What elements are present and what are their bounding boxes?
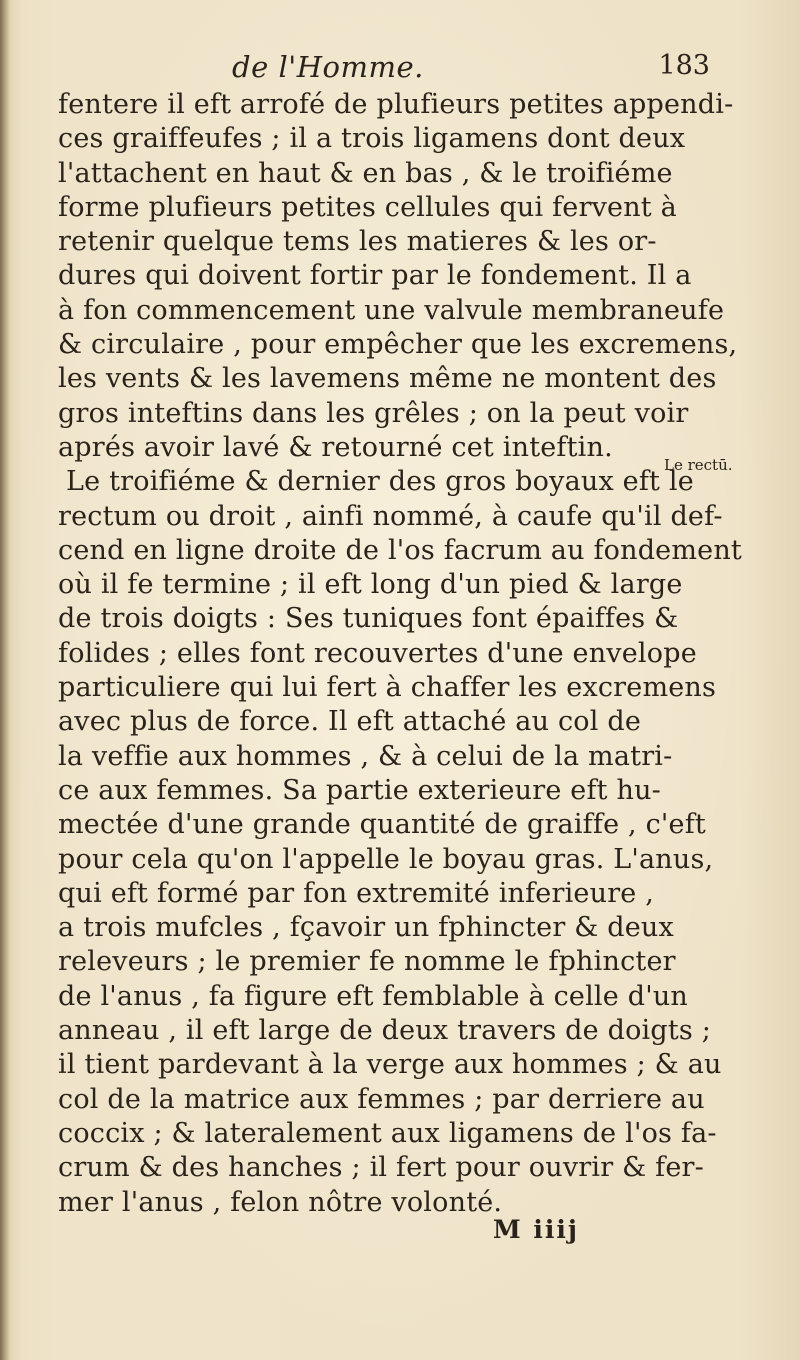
text-line: l'attachent en haut & en bas , & le troifiéme	[58, 157, 673, 189]
text-line: anneau , il eft large de deux travers de doigts ;	[58, 1015, 712, 1047]
signature-mark: M iiij	[493, 1215, 579, 1244]
text-line: ces graiffeufes ; il a trois ligamens dont deux	[58, 123, 686, 155]
text-line: les vents & les lavemens même ne montent des	[58, 363, 717, 395]
text-line: cend en ligne droite de l'os facrum au fondement	[58, 534, 742, 566]
text-line: fentere il eft arrofé de plufieurs petites appendi-	[58, 89, 734, 120]
text-line: particuliere qui lui fert à chaffer les excremens	[58, 672, 717, 704]
text-line: la veffie aux hommes , & à celui de la matri-	[58, 740, 673, 772]
text-line: pour cela qu'on l'appelle le boyau gras. L'anus,	[58, 843, 714, 875]
text-line: ce aux femmes. Sa partie exterieure eft hu-	[58, 774, 661, 806]
text-line: crum & des hanches ; il fert pour ouvrir & fer-	[58, 1152, 704, 1184]
text-line: forme plufieurs petites cellules qui fervent à	[58, 191, 677, 223]
text-line: de l'anus , fa figure eft femblable à celle d'un	[58, 980, 688, 1012]
text-line: aprés avoir lavé & retourné cet inteftin.	[58, 431, 613, 463]
text-line: & circulaire , pour empêcher que les excremens,	[58, 329, 738, 361]
text-line: coccix ; & lateralement aux ligamens de l'os fa-	[58, 1117, 717, 1149]
text-line: col de la matrice aux femmes ; par derriere au	[58, 1083, 705, 1115]
text-line: a trois mufcles , fçavoir un fphincter & deux	[58, 912, 674, 944]
text-line: retenir quelque tems les matieres & les or-	[58, 226, 657, 258]
text-line: il tient pardevant à la verge aux hommes ; & au	[58, 1049, 722, 1081]
text-line: rectum ou droit , ainfi nommé, à caufe qu'il def-	[58, 500, 723, 532]
text-line: gros inteftins dans les grêles ; on la peut voir	[58, 397, 689, 429]
text-line: mer l'anus , felon nôtre volonté.	[58, 1186, 503, 1218]
page-number: 183	[658, 50, 710, 81]
text-line: dures qui doivent fortir par le fondement. Il a	[58, 260, 692, 292]
text-line: où il fe termine ; il eft long d'un pied & large	[58, 569, 683, 601]
margin-note: Le rectū.	[664, 456, 733, 474]
running-title: de l'Homme.	[232, 50, 424, 84]
page-gutter-shadow	[0, 0, 10, 1360]
text-line: de trois doigts : Ses tuniques font épaiffes &	[58, 603, 679, 635]
text-line: avec plus de force. Il eft attaché au col de	[58, 706, 642, 738]
paragraph-start-line: Le troifiéme & dernier des gros boyaux eft le	[66, 466, 694, 498]
text-line: qui eft formé par fon extremité inferieure ,	[58, 877, 655, 909]
text-line: releveurs ; le premier fe nomme le fphincter	[58, 946, 676, 978]
text-line: folides ; elles font recouvertes d'une envelope	[58, 637, 697, 669]
text-line: à fon commencement une valvule membraneufe	[58, 294, 725, 326]
text-line: mectée d'une grande quantité de graiffe , c'eft	[58, 809, 706, 841]
